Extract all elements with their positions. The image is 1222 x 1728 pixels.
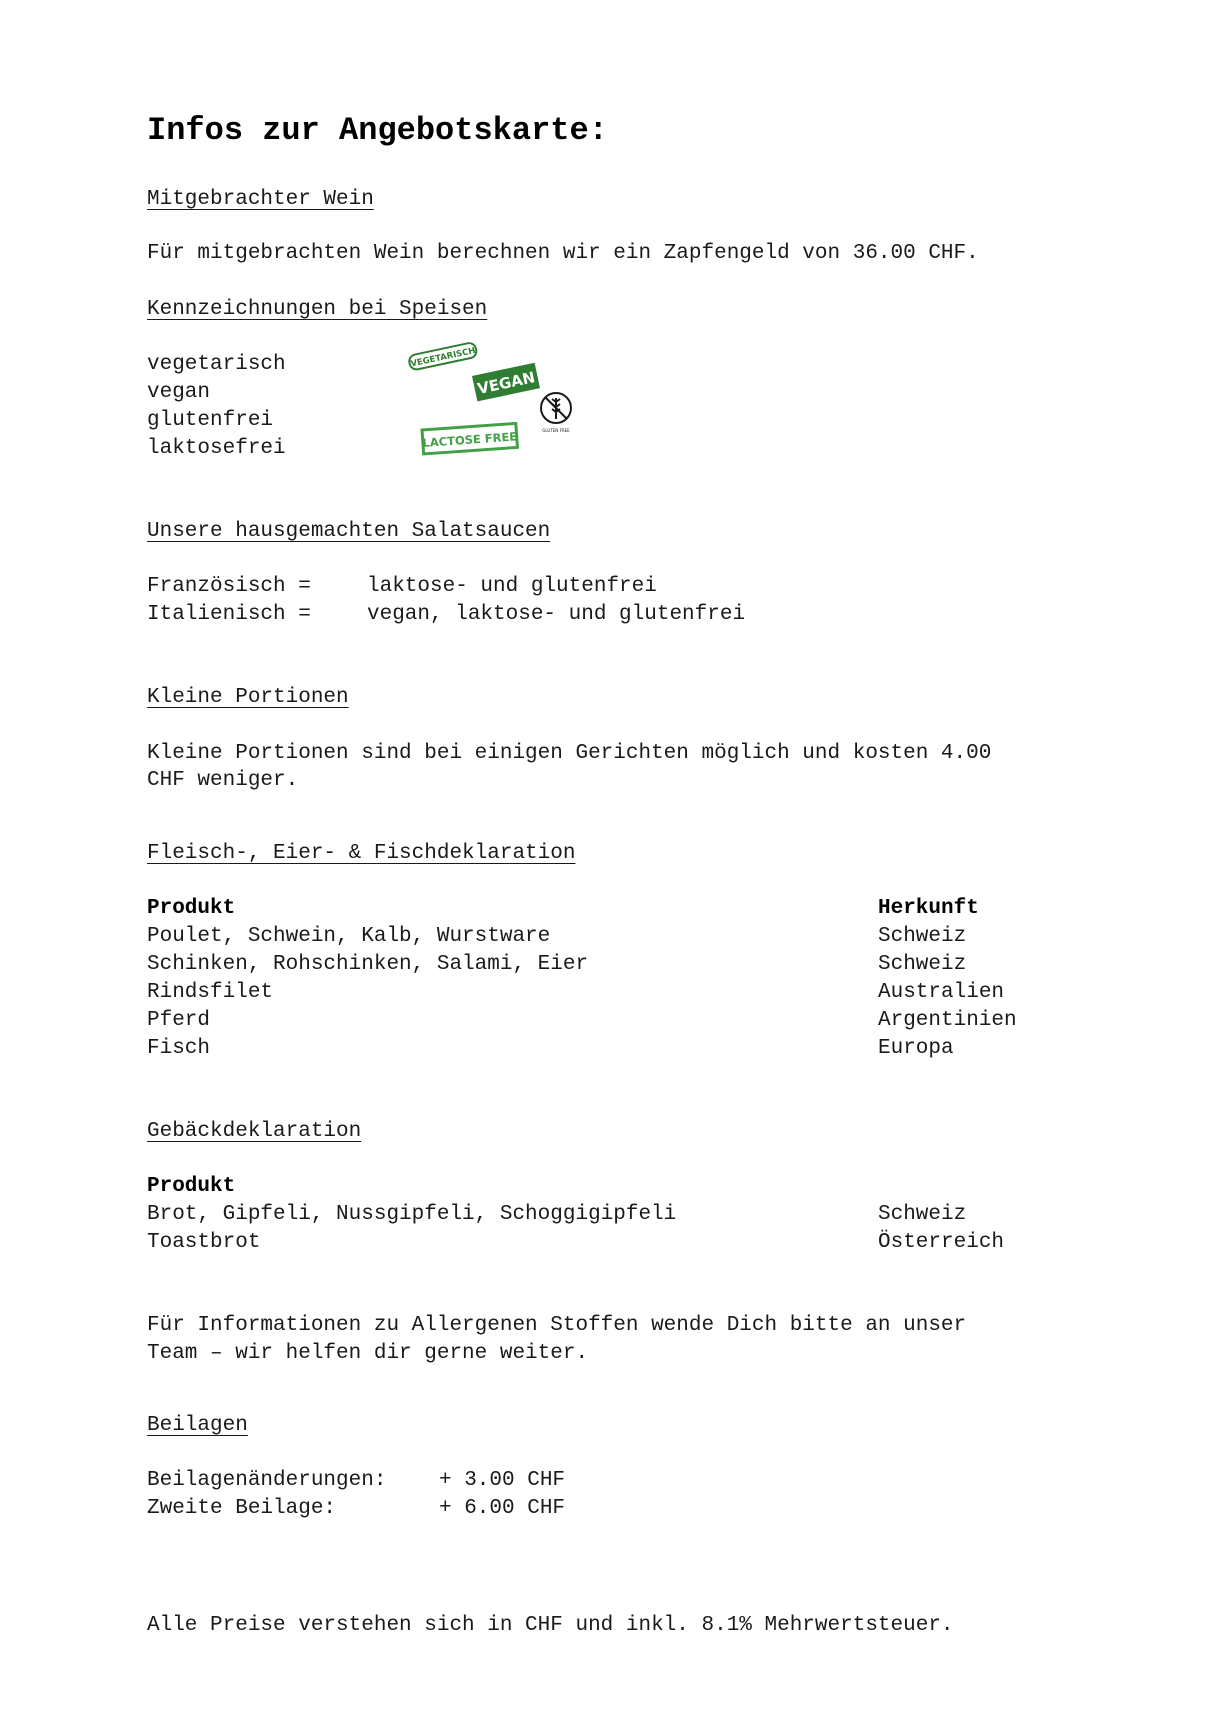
meat-col-origin: Herkunft [878, 897, 979, 920]
label-item: laktosefrei [147, 437, 286, 460]
meat-origin: Schweiz [878, 925, 967, 948]
label-item: vegan [147, 381, 211, 404]
allergens-text-line2: Team – wir helfen dir gerne weiter. [147, 1342, 589, 1365]
diet-badges [400, 336, 580, 466]
bakery-origin: Österreich [878, 1231, 1005, 1254]
meat-origin: Argentinien [878, 1009, 1017, 1032]
portions-text-line1: Kleine Portionen sind bei einigen Gerichten möglich und kosten 4.00 [147, 742, 992, 765]
dressing-name: Französisch = [147, 575, 311, 598]
meat-origin: Schweiz [878, 953, 967, 976]
label-item: glutenfrei [147, 409, 274, 432]
dressing-desc: vegan, laktose- und glutenfrei [367, 603, 746, 626]
portions-heading: Kleine Portionen [147, 686, 349, 709]
vegan-badge-icon [472, 363, 540, 402]
gluten-free-icon [541, 393, 571, 433]
bakery-col-product: Produkt [147, 1175, 236, 1198]
meat-origin: Europa [878, 1037, 954, 1060]
meat-product: Rindsfilet [147, 981, 274, 1004]
bakery-product: Toastbrot [147, 1231, 261, 1254]
bakery-origin: Schweiz [878, 1203, 967, 1226]
sides-heading: Beilagen [147, 1414, 248, 1437]
meat-col-product: Produkt [147, 897, 236, 920]
lactose-free-badge-text: LACTOSE FREE [421, 429, 518, 450]
meat-heading: Fleisch-, Eier- & Fischdeklaration [147, 842, 576, 865]
sides-price: + 6.00 CHF [439, 1497, 566, 1520]
labels-heading: Kennzeichnungen bei Speisen [147, 298, 488, 321]
page-title: Infos zur Angebotskarte: [147, 112, 608, 149]
vegetarian-badge-text: VEGETARISCH [409, 345, 477, 370]
meat-product: Fisch [147, 1037, 211, 1060]
meat-product: Schinken, Rohschinken, Salami, Eier [147, 953, 589, 976]
allergens-text-line1: Für Informationen zu Allergenen Stoffen wende Dich bitte an unser [147, 1314, 967, 1337]
meat-product: Pferd [147, 1009, 211, 1032]
dressings-heading: Unsere hausgemachten Salatsaucen [147, 520, 551, 543]
sides-price: + 3.00 CHF [439, 1469, 566, 1492]
lactose-free-badge-icon [422, 423, 518, 454]
portions-text-line2: CHF weniger. [147, 769, 299, 792]
bakery-product: Brot, Gipfeli, Nussgipfeli, Schoggigipfeli [147, 1203, 677, 1226]
bakery-heading: Gebäckdeklaration [147, 1120, 362, 1143]
label-item: vegetarisch [147, 353, 286, 376]
sides-label: Beilagenänderungen: [147, 1469, 387, 1492]
vegan-badge-text: VEGAN [475, 368, 537, 398]
dressing-name: Italienisch = [147, 603, 311, 626]
dressing-desc: laktose- und glutenfrei [367, 575, 657, 598]
meat-product: Poulet, Schwein, Kalb, Wurstware [147, 925, 551, 948]
gluten-free-text: GLUTEN FREE [542, 428, 570, 433]
vegetarian-badge-icon [408, 342, 478, 371]
wine-text: Für mitgebrachten Wein berechnen wir ein Zapfengeld von 36.00 CHF. [147, 242, 979, 265]
wine-heading: Mitgebrachter Wein [147, 188, 374, 211]
price-footer: Alle Preise verstehen sich in CHF und inkl. 8.1% Mehrwertsteuer. [147, 1614, 954, 1637]
sides-label: Zweite Beilage: [147, 1497, 337, 1520]
meat-origin: Australien [878, 981, 1005, 1004]
